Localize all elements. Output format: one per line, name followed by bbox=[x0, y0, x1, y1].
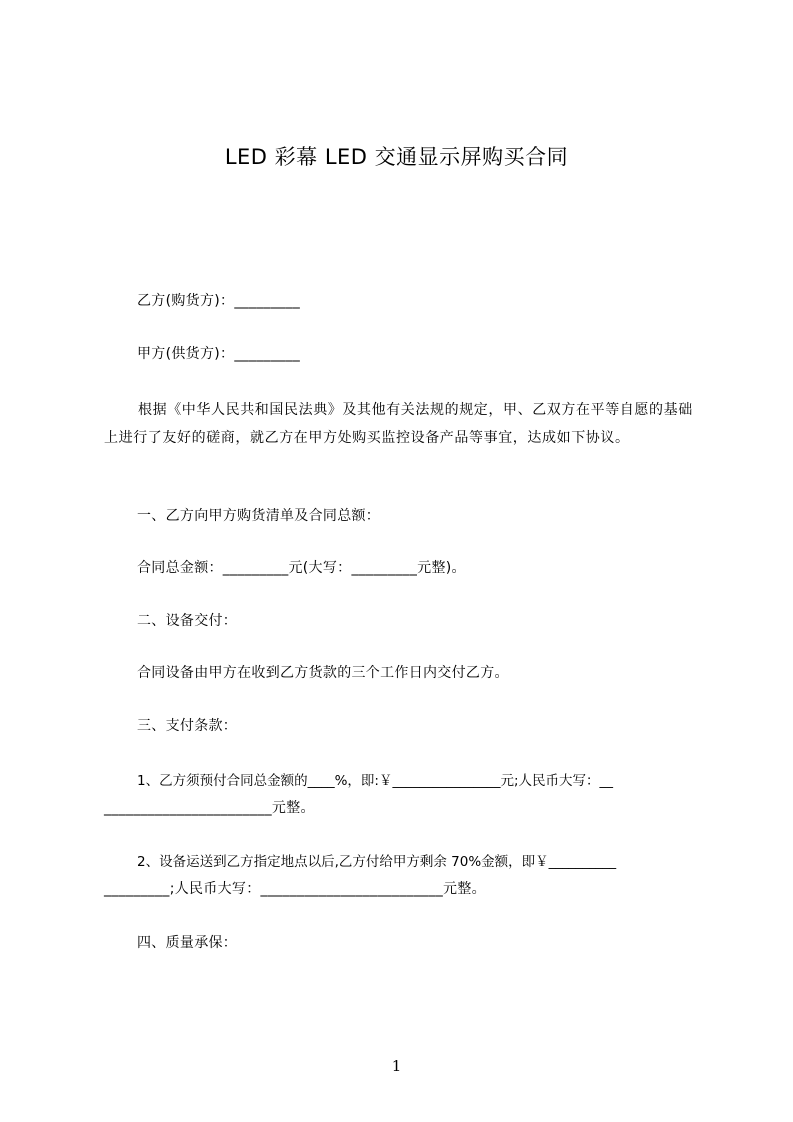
section3-item1-line2: _______________________元整。 bbox=[104, 800, 315, 816]
section2-body: 合同设备由甲方在收到乙方货款的三个工作日内交付乙方。 bbox=[137, 665, 509, 681]
intro-paragraph bbox=[104, 396, 704, 452]
page-number: 1 bbox=[391, 1057, 402, 1075]
section3-heading: 三、支付条款： bbox=[137, 718, 238, 734]
section1-total-amount: 合同总金额：_________元(大写：_________元整)。 bbox=[137, 560, 466, 576]
section1-heading: 一、乙方向甲方购货清单及合同总额： bbox=[137, 508, 381, 524]
section3-item1-line1: 1、乙方须预付合同总金额的____%，即:￥________________元;人民币大写：__ bbox=[137, 773, 614, 789]
seller-line: 甲方(供货方)：_________ bbox=[137, 346, 301, 362]
section3-item2-line1: 2、设备运送到乙方指定地点以后,乙方付给甲方剩余 70%金额，即￥__________ bbox=[137, 854, 617, 870]
intro-paragraph-text: 根据《中华人民共和国民法典》及其他有关法规的规定，甲、乙双方在平等自愿的基础上进行了友好的磋商，就乙方在甲方处购买监控设备产品等事宜，达成如下协议。 bbox=[104, 402, 693, 446]
section2-heading: 二、设备交付： bbox=[137, 613, 238, 629]
section3-item2-line2: _________;人民币大写：_________________________元整。 bbox=[104, 881, 486, 897]
section4-heading: 四、质量承保： bbox=[137, 935, 238, 951]
buyer-line: 乙方(购货方)：_________ bbox=[137, 293, 301, 309]
document-title: LED 彩幕 LED 交通显示屏购买合同 bbox=[224, 145, 569, 169]
